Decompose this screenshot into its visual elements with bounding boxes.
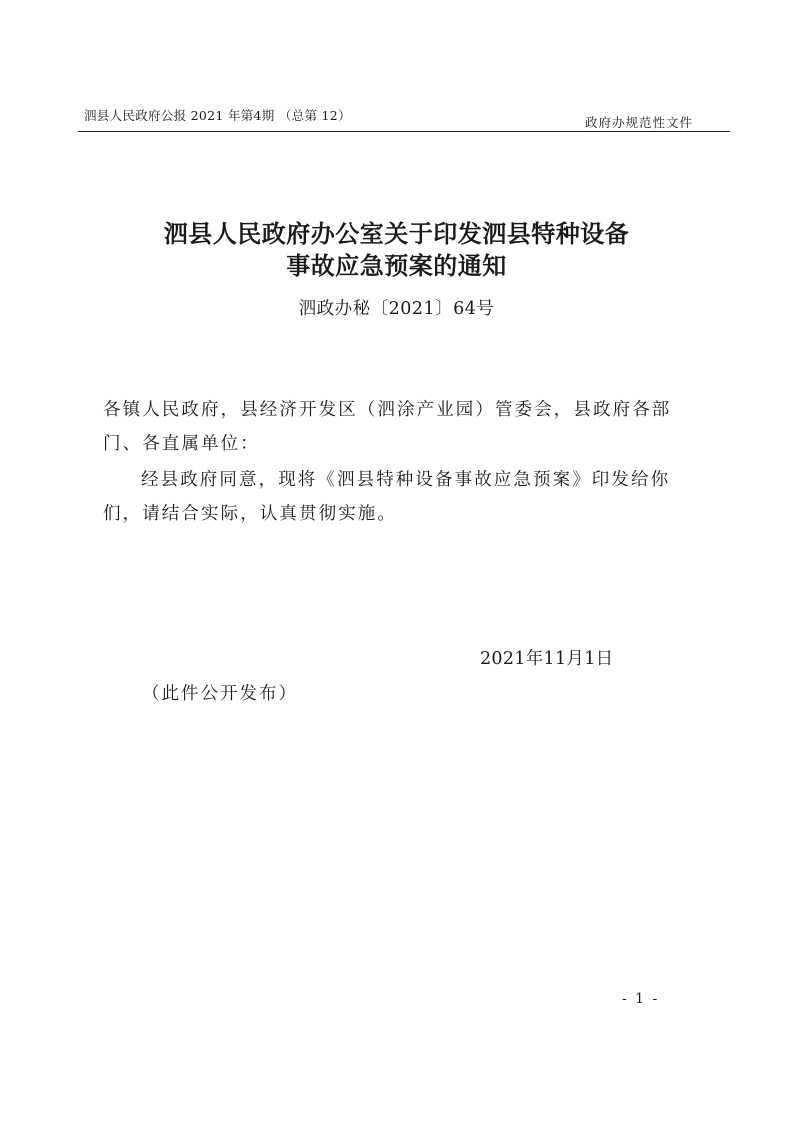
salutation [103,393,693,461]
title-line-1: 泗县人民政府办公室关于印发泗县特种设备 [163,219,630,248]
document-number: 泗政办秘〔2021〕64号 [298,299,495,319]
page-number: - 1 - [622,991,660,1007]
title-line-2: 事故应急预案的通知 [286,251,507,280]
disclosure-note: （此件公开发布） [142,684,298,704]
paragraph-line-2: 们，请结合实际，认真贯彻实施。 [103,504,397,524]
document-title [90,218,703,282]
gazette-header-right: 政府办规范性文件 [584,115,693,130]
salutation-line-2: 门、各直属单位： [103,434,260,454]
body-paragraph [103,463,693,531]
salutation-line-1: 各镇人民政府，县经济开发区（泗涂产业园）管委会，县政府各部 [103,400,672,420]
header-divider [78,131,730,132]
gazette-header-left: 泗县人民政府公报 2021 年第4期 （总第 12） [84,108,351,123]
issue-date: 2021年11月1日 [480,649,614,669]
paragraph-line-1: 经县政府同意，现将《泗县特种设备事故应急预案》印发给你 [141,470,671,490]
